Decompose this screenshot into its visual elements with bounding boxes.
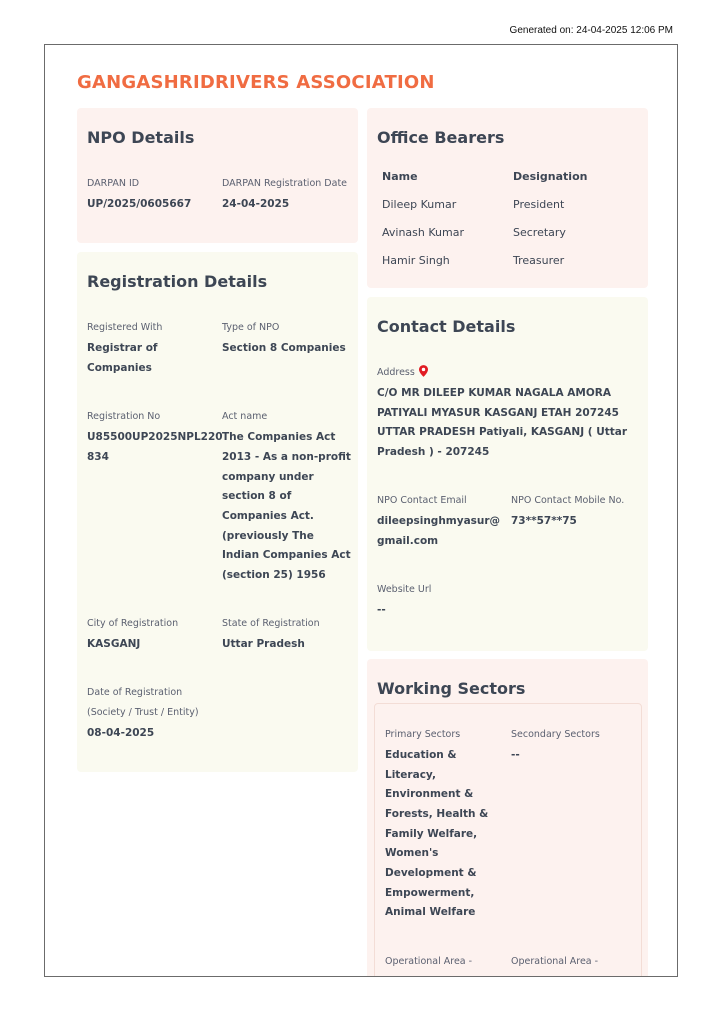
darpan-registration-date-label: DARPAN Registration Date [222,178,348,189]
date-of-registration-label-line-2: (Society / Trust / Entity) [87,707,199,718]
registration-details-card [77,252,358,772]
registration-details-title: Registration Details [87,272,268,291]
primary-sector-line-4: Forests, Health & [385,808,489,820]
act-name-line-8: (section 25) 1956 [222,569,326,581]
primary-sector-line-3: Environment & [385,788,474,800]
organization-title: GANGASHRIDRIVERS ASSOCIATION [77,72,435,93]
type-of-npo-label: Type of NPO [222,322,280,333]
primary-sector-line-7: Development & [385,867,477,879]
registration-no-label: Registration No [87,411,161,422]
npo-details-card [77,108,358,243]
operational-area-label: Operational Area - [511,956,599,967]
darpan-id-label: DARPAN ID [87,178,140,189]
office-bearer-designation: Treasurer [513,254,565,267]
act-name-line-1: The Companies Act [222,431,336,443]
office-bearer-name: Dileep Kumar [382,198,457,211]
location-pin-icon [419,365,428,385]
office-bearers-designation-header: Designation [513,170,588,183]
registered-with-value-line-2: Companies [87,362,152,374]
registered-with-value-line-1: Registrar of [87,342,158,354]
primary-sector-line-6: Women's [385,847,439,859]
office-bearer-designation: President [513,198,565,211]
document-frame [44,44,678,977]
primary-sector-line-5: Family Welfare, [385,828,478,840]
registration-no-line-1: U85500UP2025NPL220 [87,431,223,443]
act-name-line-2: 2013 - As a non-profit [222,451,351,463]
npo-contact-email-label: NPO Contact Email [377,495,467,506]
secondary-sectors-label: Secondary Sectors [511,729,600,740]
act-name-line-4: section 8 of [222,490,292,502]
office-bearers-card [367,108,648,288]
state-of-registration-label: State of Registration [222,618,320,629]
address-line-2: PATIYALI MYASUR KASGANJ ETAH 207245 [377,407,619,419]
darpan-registration-date-value: 24-04-2025 [222,198,290,210]
office-bearer-name: Hamir Singh [382,254,450,267]
act-name-line-6: (previously The [222,530,314,542]
office-bearer-designation: Secretary [513,226,566,239]
primary-sector-line-8: Empowerment, [385,887,475,899]
operational-area-label: Operational Area - [385,956,473,967]
website-url-value: -- [377,604,386,616]
primary-sector-line-1: Education & [385,749,457,761]
date-of-registration-value: 08-04-2025 [87,727,155,739]
darpan-id-value: UP/2025/0605667 [87,198,192,210]
npo-contact-mobile-value: 73**57**75 [511,515,577,527]
city-of-registration-value: KASGANJ [87,638,141,650]
office-bearer-name: Avinash Kumar [382,226,464,239]
date-of-registration-label-line-1: Date of Registration [87,687,183,698]
primary-sectors-label: Primary Sectors [385,729,461,740]
office-bearers-title: Office Bearers [377,128,505,147]
type-of-npo-value: Section 8 Companies [222,342,346,354]
registered-with-label: Registered With [87,322,163,333]
contact-details-title: Contact Details [377,317,516,336]
act-name-line-7: Indian Companies Act [222,549,351,561]
act-name-line-5: Companies Act. [222,510,314,522]
npo-details-title: NPO Details [87,128,195,147]
address-line-3: UTTAR PRADESH Patiyali, KASGANJ ( Uttar [377,426,628,438]
registration-no-line-2: 834 [87,451,109,463]
primary-sector-line-2: Literacy, [385,769,436,781]
npo-contact-email-line-1: dileepsinghmyasur@ [377,515,501,527]
address-line-4: Pradesh ) - 207245 [377,446,490,458]
website-url-label: Website Url [377,584,432,595]
city-of-registration-label: City of Registration [87,618,179,629]
working-sectors-card [367,659,648,977]
generated-timestamp: Generated on: 24-04-2025 12:06 PM [509,25,673,36]
act-name-line-3: company under [222,471,314,483]
working-sectors-title: Working Sectors [377,679,526,698]
contact-details-card [367,297,648,651]
primary-sector-line-9: Animal Welfare [385,906,476,918]
address-label-text: Address [377,367,415,378]
address-line-1: C/O MR DILEEP KUMAR NAGALA AMORA [377,387,611,399]
npo-contact-email-line-2: gmail.com [377,535,439,547]
state-of-registration-value: Uttar Pradesh [222,638,305,650]
act-name-label: Act name [222,411,268,422]
office-bearers-name-header: Name [382,170,418,183]
npo-contact-mobile-label: NPO Contact Mobile No. [511,495,625,506]
address-label [377,363,428,385]
secondary-sectors-value: -- [511,749,520,761]
